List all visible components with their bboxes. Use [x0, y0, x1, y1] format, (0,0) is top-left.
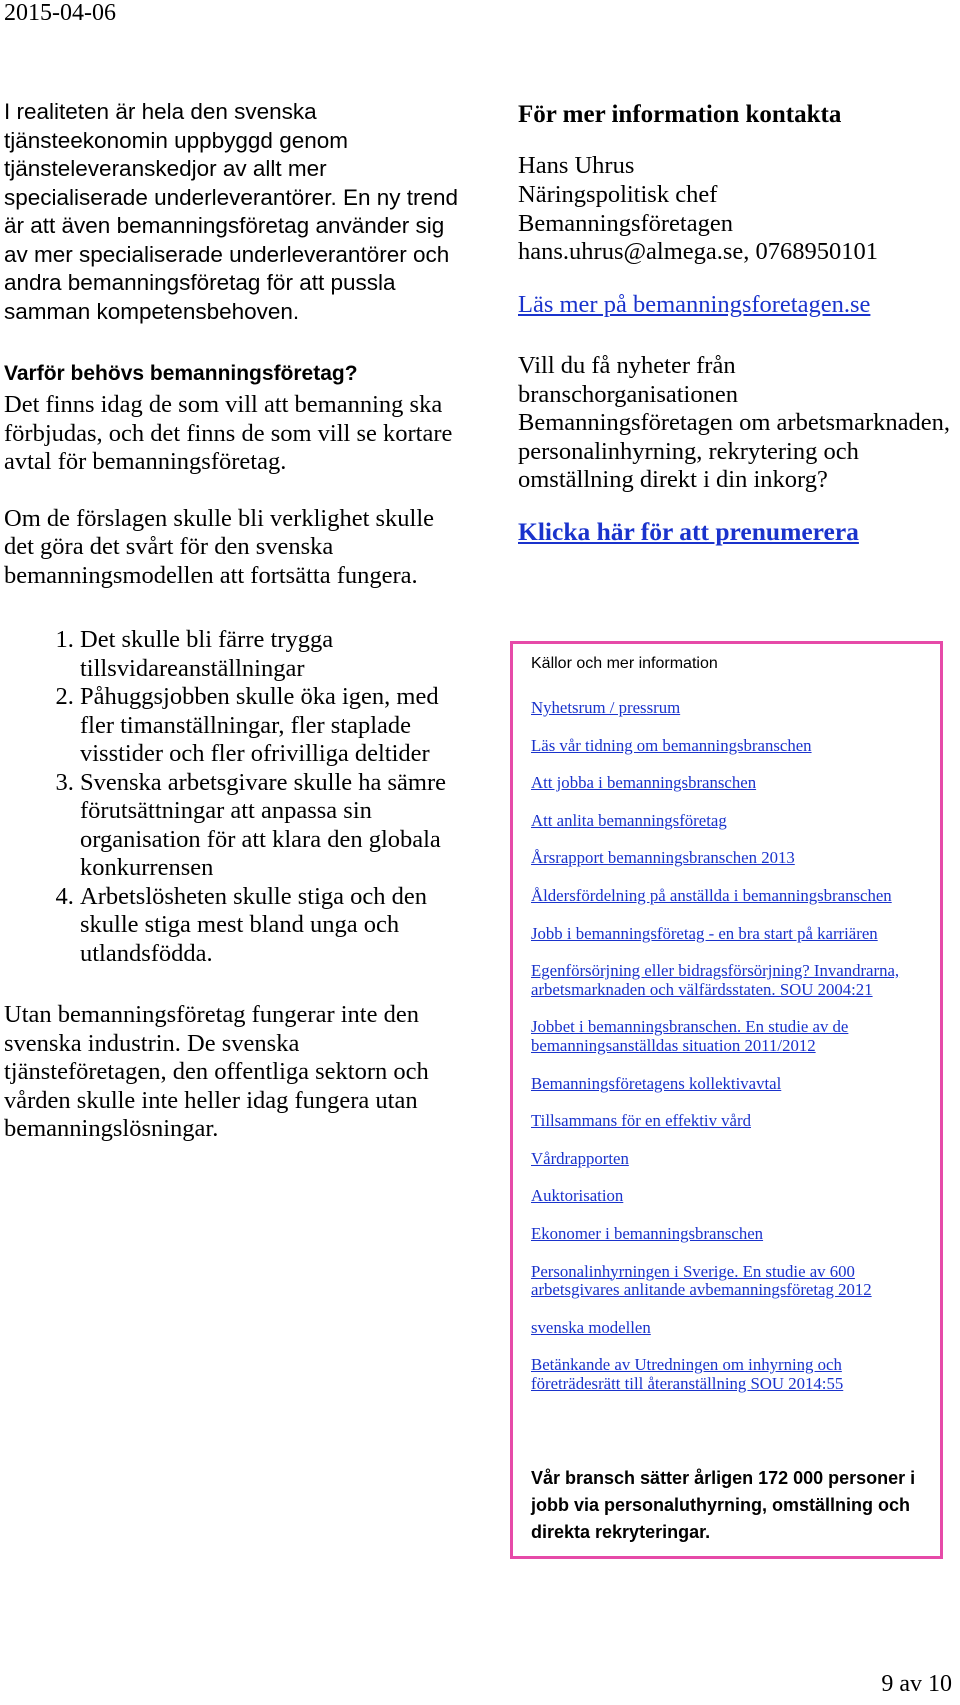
source-link[interactable]: Personalinhyrningen i Sverige. En studie av 600 arbetsgivares anlitande avbemanningsföretag 2012 — [531, 1261, 872, 1300]
list-item: 1. Det skulle bli färre trygga tillsvidareanställningar — [80, 626, 464, 683]
consequences-list — [4, 626, 464, 968]
website-link[interactable]: Läs mer på bemanningsforetagen.se — [518, 291, 871, 319]
contact-org: Bemanningsföretagen — [518, 209, 733, 237]
list-item — [531, 849, 926, 868]
newsletter-text: Vill du få nyheter från branschorganisationen Bemanningsföretagen om arbetsmarknaden, personalinhyrning, rekrytering och omställning direkt i din inkorg? — [518, 352, 951, 494]
list-item: 3. Svenska arbetsgivare skulle ha sämre förutsättningar att anpassa sin organisation för att klara den globala konkurrensen — [80, 769, 464, 883]
sidebar-column — [518, 98, 958, 548]
paragraph-conclusion: Utan bemanningsföretag fungerar inte den svenska industrin. De svenska tjänsteföretagen, den offentliga sektorn och vården skulle inte heller idag fungera utan bemanningslösningar. — [4, 1001, 429, 1142]
contact-email-phone: hans.uhrus@almega.se, 0768950101 — [518, 238, 879, 266]
source-link[interactable]: Nyhetsrum / pressrum — [531, 698, 681, 717]
contact-block — [518, 152, 958, 267]
source-link[interactable]: svenska modellen — [531, 1317, 651, 1337]
source-link[interactable]: Egenförsörjning eller bidragsförsörjning? Invandrarna, arbetsmarknaden och välfärdsstaten. SOU 2004:21 — [531, 961, 900, 999]
source-link[interactable]: Vårdrapporten — [531, 1148, 629, 1168]
subscribe-link[interactable]: Klicka här för att prenumerera — [518, 516, 859, 546]
main-column — [4, 98, 464, 1144]
list-item: 2. Påhuggsjobben skulle öka igen, med fler timanställningar, fler staplade visstider och fler ofrivilliga deltider — [80, 683, 464, 769]
list-item: 4. Arbetslösheten skulle stiga och den skulle stiga mest bland unga och utlandsfödda. — [80, 883, 464, 969]
list-item — [531, 1319, 926, 1338]
source-link[interactable]: Betänkande av Utredningen om inhyrning och företrädesrätt till återanställning SOU 2014:55 — [531, 1355, 844, 1393]
page-number: 9 av 10 — [881, 1671, 952, 1697]
source-link[interactable]: Auktorisation — [531, 1186, 624, 1206]
source-link[interactable]: Jobb i bemanningsföretag - en bra start på karriären — [531, 923, 878, 943]
list-item — [531, 1187, 926, 1206]
source-link[interactable]: Jobbet i bemanningsbranschen. En studie av de bemanningsanställdas situation 2011/2012 — [531, 1017, 849, 1055]
list-item — [531, 812, 926, 831]
page-date: 2015-04-06 — [4, 0, 116, 26]
source-link[interactable]: Läs vår tidning om bemanningsbranschen — [531, 735, 812, 755]
source-link[interactable]: Att jobba i bemanningsbranschen — [531, 773, 757, 793]
source-link[interactable]: Ekonomer i bemanningsbranschen — [531, 1223, 764, 1243]
source-link[interactable]: Årsrapport bemanningsbranschen 2013 — [531, 848, 795, 868]
list-item — [531, 1075, 926, 1094]
list-item — [531, 887, 926, 906]
paragraph-proposals: Om de förslagen skulle bli verklighet skulle det göra det svårt för den svenska bemanningsmodellen att fortsätta fungera. — [4, 504, 435, 589]
list-item — [531, 1018, 926, 1055]
list-item — [531, 1263, 926, 1300]
sources-box — [510, 641, 943, 1559]
source-link[interactable]: Att anlita bemanningsföretag — [531, 810, 727, 830]
list-item — [531, 962, 926, 999]
paragraph-ban: Det finns idag de som vill att bemanning ska förbjudas, och det finns de som vill se kortare avtal för bemanningsföretag. — [4, 391, 453, 475]
list-item — [531, 1225, 926, 1244]
source-link[interactable]: Bemanningsföretagens kollektivavtal — [531, 1073, 782, 1093]
list-item — [531, 1150, 926, 1169]
list-item — [531, 1112, 926, 1131]
source-link[interactable]: Tillsammans för en effektiv vård — [531, 1111, 751, 1131]
contact-title: Näringspolitisk chef — [518, 180, 718, 208]
list-item — [531, 925, 926, 944]
sources-list — [531, 699, 926, 1412]
source-link[interactable]: Åldersfördelning på anställda i bemanningsbranschen — [531, 885, 892, 905]
contact-heading: För mer information kontakta — [518, 101, 842, 128]
list-item — [531, 774, 926, 793]
list-item — [531, 737, 926, 756]
list-item — [531, 699, 926, 718]
industry-fact: Vår bransch sätter årligen 172 000 personer i jobb via personaluthyrning, omställning och direkta rekryteringar. — [531, 1468, 916, 1542]
list-item — [531, 1356, 926, 1393]
sources-title: Källor och mer information — [531, 655, 718, 672]
section-heading: Varför behövs bemanningsföretag? — [4, 362, 358, 385]
contact-name: Hans Uhrus — [518, 152, 635, 179]
intro-paragraph: I realiteten är hela den svenska tjänsteekonomin uppbyggd genom tjänsteleveranskedjor av allt mer specialiserade underleverantörer. En ny trend är att även bemanningsföretag använder sig av mer specialiserade underleverantörer och andra bemanningsföretag för att pussla samman kompetensbehoven. — [4, 99, 459, 324]
